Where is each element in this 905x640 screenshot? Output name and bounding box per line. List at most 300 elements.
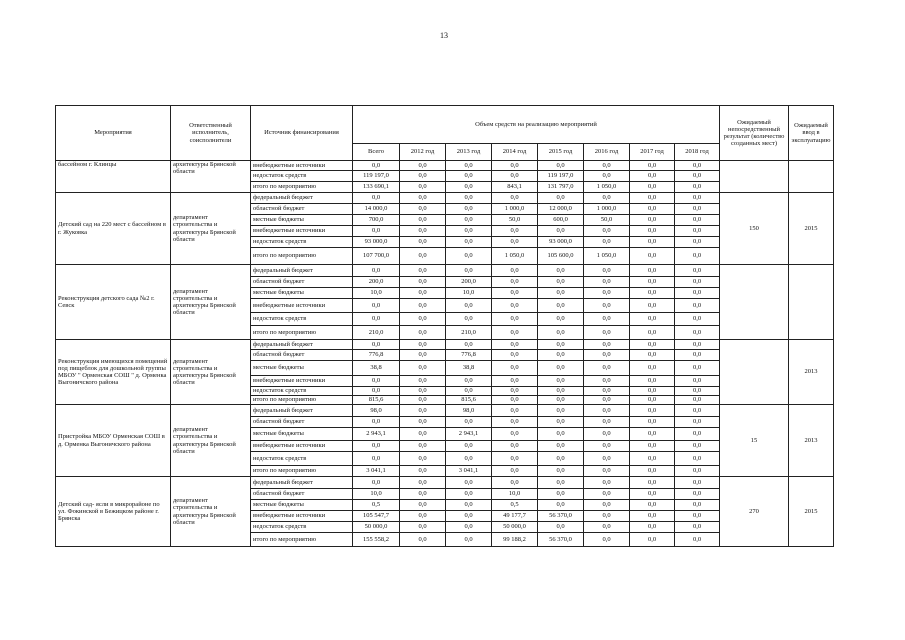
event-name: Реконструкция детского сада №2 г. Севск	[56, 265, 171, 340]
expected-commissioning: 2013	[789, 405, 834, 477]
amount-cell: 0,0	[630, 277, 675, 288]
amount-cell: 0,0	[538, 326, 584, 340]
expected-commissioning: 2015	[789, 477, 834, 547]
amount-cell: 0,0	[538, 489, 584, 500]
amount-cell: 843,1	[492, 182, 538, 193]
table-row	[56, 405, 834, 417]
amount-cell: 0,0	[675, 288, 720, 299]
event-name: Пристройка МБОУ Орменская СОШ в д. Орменка Выгоничского района	[56, 405, 171, 477]
event-name: Реконструкция имеющихся помещений под пищеблок для дошкольной группы МБОУ " Орменская СОШ " д. Орменка Выгоничского района	[56, 340, 171, 405]
funding-source: внебюджетные источники	[251, 511, 353, 522]
amount-cell: 0,0	[584, 326, 630, 340]
amount-cell: 0,0	[630, 350, 675, 361]
amount-cell: 0,0	[492, 405, 538, 417]
amount-cell: 0,0	[675, 215, 720, 226]
amount-cell: 0,0	[400, 299, 446, 313]
amount-cell: 0,0	[675, 171, 720, 182]
amount-cell: 93 000,0	[538, 237, 584, 248]
funding-source: областной бюджет	[251, 277, 353, 288]
amount-cell: 815,6	[353, 396, 400, 405]
amount-cell: 0,0	[353, 387, 400, 396]
amount-cell: 0,0	[492, 417, 538, 428]
amount-cell: 0,0	[584, 376, 630, 387]
amount-cell: 0,0	[538, 340, 584, 350]
amount-cell: 0,0	[538, 500, 584, 511]
funding-source: недостаток средств	[251, 313, 353, 326]
amount-cell: 0,0	[675, 313, 720, 326]
amount-cell: 12 000,0	[538, 204, 584, 215]
amount-cell: 0,0	[630, 182, 675, 193]
page-number: 13	[440, 31, 448, 40]
amount-cell: 98,0	[353, 405, 400, 417]
amount-cell: 0,0	[538, 226, 584, 237]
amount-cell: 0,0	[675, 265, 720, 277]
amount-cell: 0,0	[675, 428, 720, 441]
header-year-2016: 2016 год	[584, 144, 630, 161]
funding-source: недостаток средств	[251, 522, 353, 533]
amount-cell: 0,0	[584, 441, 630, 452]
amount-cell: 0,0	[400, 522, 446, 533]
amount-cell: 0,0	[538, 405, 584, 417]
funding-source: итого по мероприятию	[251, 326, 353, 340]
amount-cell: 0,0	[584, 511, 630, 522]
expected-result: 270	[720, 477, 789, 547]
funding-source: местные бюджеты	[251, 361, 353, 376]
amount-cell: 0,0	[675, 477, 720, 489]
amount-cell: 0,0	[675, 226, 720, 237]
amount-cell: 0,0	[675, 277, 720, 288]
funding-source: недостаток средств	[251, 171, 353, 182]
amount-cell: 0,0	[584, 387, 630, 396]
expected-result: 15	[720, 405, 789, 477]
amount-cell: 0,0	[353, 477, 400, 489]
funding-source: итого по мероприятию	[251, 248, 353, 265]
amount-cell: 0,0	[584, 500, 630, 511]
amount-cell: 56 370,0	[538, 511, 584, 522]
funding-source: внебюджетные источники	[251, 299, 353, 313]
amount-cell: 105 547,7	[353, 511, 400, 522]
funding-source: федеральный бюджет	[251, 477, 353, 489]
funding-source: внебюджетные источники	[251, 441, 353, 452]
amount-cell: 0,0	[492, 466, 538, 477]
amount-cell: 93 000,0	[353, 237, 400, 248]
amount-cell: 0,0	[675, 350, 720, 361]
funding-source: итого по мероприятию	[251, 396, 353, 405]
amount-cell: 210,0	[353, 326, 400, 340]
amount-cell: 0,0	[400, 489, 446, 500]
amount-cell: 0,0	[400, 265, 446, 277]
amount-cell: 0,0	[492, 265, 538, 277]
amount-cell: 0,0	[353, 193, 400, 204]
amount-cell: 0,0	[492, 161, 538, 171]
amount-cell: 0,0	[630, 361, 675, 376]
amount-cell: 0,0	[353, 299, 400, 313]
amount-cell: 0,0	[353, 226, 400, 237]
amount-cell: 0,0	[492, 477, 538, 489]
amount-cell: 0,0	[492, 441, 538, 452]
amount-cell: 0,0	[400, 226, 446, 237]
amount-cell: 133 690,1	[353, 182, 400, 193]
amount-cell: 0,0	[630, 226, 675, 237]
amount-cell: 0,0	[630, 522, 675, 533]
amount-cell: 3 041,1	[353, 466, 400, 477]
funding-source: недостаток средств	[251, 387, 353, 396]
amount-cell: 0,0	[492, 277, 538, 288]
amount-cell: 0,0	[446, 376, 492, 387]
amount-cell: 119 197,0	[353, 171, 400, 182]
expected-result	[720, 265, 789, 340]
amount-cell: 0,0	[630, 215, 675, 226]
amount-cell: 0,0	[446, 533, 492, 547]
table-row	[56, 161, 834, 171]
amount-cell: 0,0	[630, 477, 675, 489]
amount-cell: 0,0	[584, 533, 630, 547]
amount-cell: 0,0	[492, 428, 538, 441]
expected-result: 150	[720, 193, 789, 265]
amount-cell: 0,0	[630, 299, 675, 313]
amount-cell: 0,0	[584, 313, 630, 326]
amount-cell: 0,0	[538, 452, 584, 466]
amount-cell: 14 000,0	[353, 204, 400, 215]
amount-cell: 0,0	[400, 452, 446, 466]
amount-cell: 0,0	[538, 288, 584, 299]
amount-cell: 0,0	[584, 193, 630, 204]
amount-cell: 0,0	[538, 350, 584, 361]
amount-cell: 155 558,2	[353, 533, 400, 547]
amount-cell: 0,0	[584, 361, 630, 376]
amount-cell: 0,0	[630, 511, 675, 522]
amount-cell: 0,0	[675, 533, 720, 547]
funding-source: недостаток средств	[251, 237, 353, 248]
amount-cell: 776,8	[353, 350, 400, 361]
amount-cell: 0,0	[630, 405, 675, 417]
funding-source: федеральный бюджет	[251, 405, 353, 417]
amount-cell: 0,0	[630, 428, 675, 441]
amount-cell: 98,0	[446, 405, 492, 417]
amount-cell: 56 370,0	[538, 533, 584, 547]
amount-cell: 0,0	[400, 417, 446, 428]
header-commission: Ожидаемый ввод в эксплуатацию	[789, 106, 834, 161]
amount-cell: 0,0	[400, 171, 446, 182]
amount-cell: 107 700,0	[353, 248, 400, 265]
amount-cell: 0,0	[492, 299, 538, 313]
event-name: Детский сад- ясли в микрорайоне по ул. Фокинской в Бежицком районе г. Брянска	[56, 477, 171, 547]
amount-cell: 2 943,1	[446, 428, 492, 441]
amount-cell: 0,0	[538, 277, 584, 288]
amount-cell: 0,0	[538, 265, 584, 277]
amount-cell: 0,0	[538, 299, 584, 313]
amount-cell: 0,0	[630, 161, 675, 171]
amount-cell: 99 188,2	[492, 533, 538, 547]
expected-result	[720, 340, 789, 405]
amount-cell: 0,0	[400, 466, 446, 477]
amount-cell: 0,0	[630, 489, 675, 500]
amount-cell: 0,0	[538, 522, 584, 533]
amount-cell: 0,0	[630, 237, 675, 248]
amount-cell: 0,0	[400, 326, 446, 340]
amount-cell: 0,0	[400, 204, 446, 215]
amount-cell: 0,0	[446, 313, 492, 326]
amount-cell: 0,0	[353, 417, 400, 428]
amount-cell: 0,0	[538, 361, 584, 376]
funding-source: итого по мероприятию	[251, 466, 353, 477]
funding-source: местные бюджеты	[251, 500, 353, 511]
amount-cell: 0,0	[630, 171, 675, 182]
amount-cell: 0,0	[584, 350, 630, 361]
amount-cell: 0,0	[400, 396, 446, 405]
amount-cell: 0,0	[675, 361, 720, 376]
header-responsible: Ответственный исполнитель, соисполнители	[171, 106, 251, 161]
amount-cell: 0,0	[446, 248, 492, 265]
amount-cell: 0,0	[400, 500, 446, 511]
funding-source: местные бюджеты	[251, 288, 353, 299]
amount-cell: 0,0	[400, 277, 446, 288]
header-volume: Объем средств на реализацию мероприятий	[353, 106, 720, 144]
amount-cell: 0,0	[400, 161, 446, 171]
amount-cell: 0,0	[353, 161, 400, 171]
amount-cell: 0,0	[630, 452, 675, 466]
expected-commissioning: 2015	[789, 193, 834, 265]
amount-cell: 0,0	[584, 396, 630, 405]
amount-cell: 0,0	[538, 193, 584, 204]
responsible-executor: департамент строительства и архитектуры Брянской области	[171, 340, 251, 405]
table-row	[56, 265, 834, 277]
amount-cell: 0,0	[630, 313, 675, 326]
amount-cell: 815,6	[446, 396, 492, 405]
header-year-2013: 2013 год	[446, 144, 492, 161]
amount-cell: 38,8	[353, 361, 400, 376]
header-year-total: Всего	[353, 144, 400, 161]
funding-source: местные бюджеты	[251, 428, 353, 441]
responsible-executor: департамент строительства и архитектуры Брянской области	[171, 477, 251, 547]
amount-cell: 0,0	[675, 522, 720, 533]
amount-cell: 700,0	[353, 215, 400, 226]
funding-source: местные бюджеты	[251, 215, 353, 226]
amount-cell: 0,0	[584, 171, 630, 182]
funding-source: областной бюджет	[251, 350, 353, 361]
amount-cell: 0,0	[400, 533, 446, 547]
amount-cell: 0,0	[630, 265, 675, 277]
amount-cell: 0,0	[584, 237, 630, 248]
amount-cell: 0,0	[446, 500, 492, 511]
amount-cell: 0,0	[675, 417, 720, 428]
amount-cell: 0,0	[584, 522, 630, 533]
amount-cell: 1 050,0	[584, 182, 630, 193]
amount-cell: 1 000,0	[584, 204, 630, 215]
amount-cell: 0,0	[630, 500, 675, 511]
amount-cell: 0,0	[538, 161, 584, 171]
responsible-executor: департамент строительства и архитектуры Брянской области	[171, 265, 251, 340]
amount-cell: 50 000,0	[353, 522, 400, 533]
amount-cell: 0,0	[630, 326, 675, 340]
amount-cell: 0,0	[630, 248, 675, 265]
amount-cell: 0,0	[584, 265, 630, 277]
expected-result	[720, 161, 789, 193]
amount-cell: 0,0	[446, 193, 492, 204]
amount-cell: 0,0	[675, 299, 720, 313]
amount-cell: 0,0	[492, 226, 538, 237]
amount-cell: 0,0	[675, 489, 720, 500]
amount-cell: 0,0	[353, 265, 400, 277]
amount-cell: 0,0	[630, 441, 675, 452]
amount-cell: 0,0	[400, 193, 446, 204]
amount-cell: 0,0	[446, 452, 492, 466]
amount-cell: 50,0	[584, 215, 630, 226]
amount-cell: 0,0	[400, 387, 446, 396]
amount-cell: 0,0	[353, 452, 400, 466]
amount-cell: 0,0	[446, 226, 492, 237]
amount-cell: 0,0	[538, 313, 584, 326]
amount-cell: 10,0	[353, 288, 400, 299]
amount-cell: 0,0	[446, 161, 492, 171]
amount-cell: 0,0	[492, 340, 538, 350]
amount-cell: 0,0	[400, 477, 446, 489]
amount-cell: 0,0	[675, 376, 720, 387]
amount-cell: 0,0	[538, 466, 584, 477]
amount-cell: 0,0	[675, 182, 720, 193]
amount-cell: 0,0	[446, 237, 492, 248]
table-row	[56, 340, 834, 350]
amount-cell: 10,0	[492, 489, 538, 500]
expected-commissioning	[789, 265, 834, 340]
amount-cell: 0,0	[400, 428, 446, 441]
amount-cell: 0,0	[446, 182, 492, 193]
amount-cell: 0,0	[492, 288, 538, 299]
amount-cell: 0,0	[446, 511, 492, 522]
amount-cell: 0,0	[353, 313, 400, 326]
amount-cell: 0,0	[492, 452, 538, 466]
amount-cell: 0,0	[584, 417, 630, 428]
amount-cell: 0,0	[400, 182, 446, 193]
amount-cell: 776,8	[446, 350, 492, 361]
amount-cell: 1 050,0	[584, 248, 630, 265]
amount-cell: 0,0	[400, 237, 446, 248]
amount-cell: 0,5	[353, 500, 400, 511]
amount-cell: 0,0	[584, 428, 630, 441]
amount-cell: 0,0	[538, 428, 584, 441]
amount-cell: 0,5	[492, 500, 538, 511]
amount-cell: 0,0	[400, 405, 446, 417]
amount-cell: 1 050,0	[492, 248, 538, 265]
amount-cell: 0,0	[492, 326, 538, 340]
header-year-2017: 2017 год	[630, 144, 675, 161]
funding-source: внебюджетные источники	[251, 376, 353, 387]
amount-cell: 0,0	[492, 387, 538, 396]
funding-source: итого по мероприятию	[251, 533, 353, 547]
amount-cell: 0,0	[400, 441, 446, 452]
amount-cell: 0,0	[492, 171, 538, 182]
header-result: Ожидаемый непосредственный результат (количество созданных мест)	[720, 106, 789, 161]
amount-cell: 0,0	[446, 441, 492, 452]
amount-cell: 131 797,0	[538, 182, 584, 193]
header-year-2014: 2014 год	[492, 144, 538, 161]
amount-cell: 0,0	[675, 248, 720, 265]
event-name: бассейном г. Клинцы	[56, 161, 171, 193]
amount-cell: 0,0	[353, 340, 400, 350]
amount-cell: 0,0	[446, 340, 492, 350]
header-year-2018: 2018 год	[675, 144, 720, 161]
amount-cell: 0,0	[584, 466, 630, 477]
amount-cell: 0,0	[538, 477, 584, 489]
amount-cell: 0,0	[400, 340, 446, 350]
funding-source: областной бюджет	[251, 417, 353, 428]
amount-cell: 0,0	[446, 387, 492, 396]
amount-cell: 0,0	[538, 387, 584, 396]
event-name: Детский сад на 220 мест с бассейном в г. Жуковка	[56, 193, 171, 265]
funding-source: федеральный бюджет	[251, 340, 353, 350]
amount-cell: 0,0	[492, 361, 538, 376]
amount-cell: 10,0	[353, 489, 400, 500]
amount-cell: 0,0	[400, 288, 446, 299]
amount-cell: 0,0	[584, 489, 630, 500]
funding-source: итого по мероприятию	[251, 182, 353, 193]
amount-cell: 0,0	[675, 326, 720, 340]
amount-cell: 0,0	[630, 533, 675, 547]
amount-cell: 0,0	[446, 171, 492, 182]
amount-cell: 0,0	[492, 237, 538, 248]
funding-source: федеральный бюджет	[251, 193, 353, 204]
amount-cell: 0,0	[584, 277, 630, 288]
amount-cell: 0,0	[630, 204, 675, 215]
amount-cell: 0,0	[400, 215, 446, 226]
amount-cell: 0,0	[446, 299, 492, 313]
amount-cell: 0,0	[584, 452, 630, 466]
amount-cell: 0,0	[630, 417, 675, 428]
amount-cell: 105 600,0	[538, 248, 584, 265]
amount-cell: 0,0	[492, 350, 538, 361]
amount-cell: 0,0	[538, 417, 584, 428]
amount-cell: 0,0	[584, 299, 630, 313]
amount-cell: 0,0	[584, 226, 630, 237]
amount-cell: 0,0	[538, 396, 584, 405]
amount-cell: 0,0	[630, 193, 675, 204]
table-row	[56, 193, 834, 204]
amount-cell: 0,0	[538, 376, 584, 387]
amount-cell: 0,0	[630, 288, 675, 299]
amount-cell: 0,0	[492, 396, 538, 405]
amount-cell: 0,0	[492, 193, 538, 204]
amount-cell: 0,0	[584, 161, 630, 171]
responsible-executor: архитектуры Брянской области	[171, 161, 251, 193]
amount-cell: 0,0	[675, 511, 720, 522]
amount-cell: 0,0	[675, 500, 720, 511]
amount-cell: 10,0	[446, 288, 492, 299]
responsible-executor: департамент строительства и архитектуры Брянской области	[171, 405, 251, 477]
amount-cell: 0,0	[400, 376, 446, 387]
amount-cell: 0,0	[675, 396, 720, 405]
financing-table	[55, 105, 834, 547]
amount-cell: 0,0	[630, 466, 675, 477]
amount-cell: 0,0	[446, 477, 492, 489]
amount-cell: 3 041,1	[446, 466, 492, 477]
amount-cell: 0,0	[400, 350, 446, 361]
header-year-2015: 2015 год	[538, 144, 584, 161]
amount-cell: 49 177,7	[492, 511, 538, 522]
amount-cell: 0,0	[675, 387, 720, 396]
amount-cell: 0,0	[492, 313, 538, 326]
amount-cell: 0,0	[630, 396, 675, 405]
amount-cell: 0,0	[584, 405, 630, 417]
amount-cell: 0,0	[492, 376, 538, 387]
amount-cell: 210,0	[446, 326, 492, 340]
amount-cell: 0,0	[446, 417, 492, 428]
amount-cell: 0,0	[538, 441, 584, 452]
expected-commissioning: 2013	[789, 340, 834, 405]
amount-cell: 0,0	[584, 340, 630, 350]
amount-cell: 0,0	[446, 215, 492, 226]
amount-cell: 38,8	[446, 361, 492, 376]
amount-cell: 200,0	[446, 277, 492, 288]
